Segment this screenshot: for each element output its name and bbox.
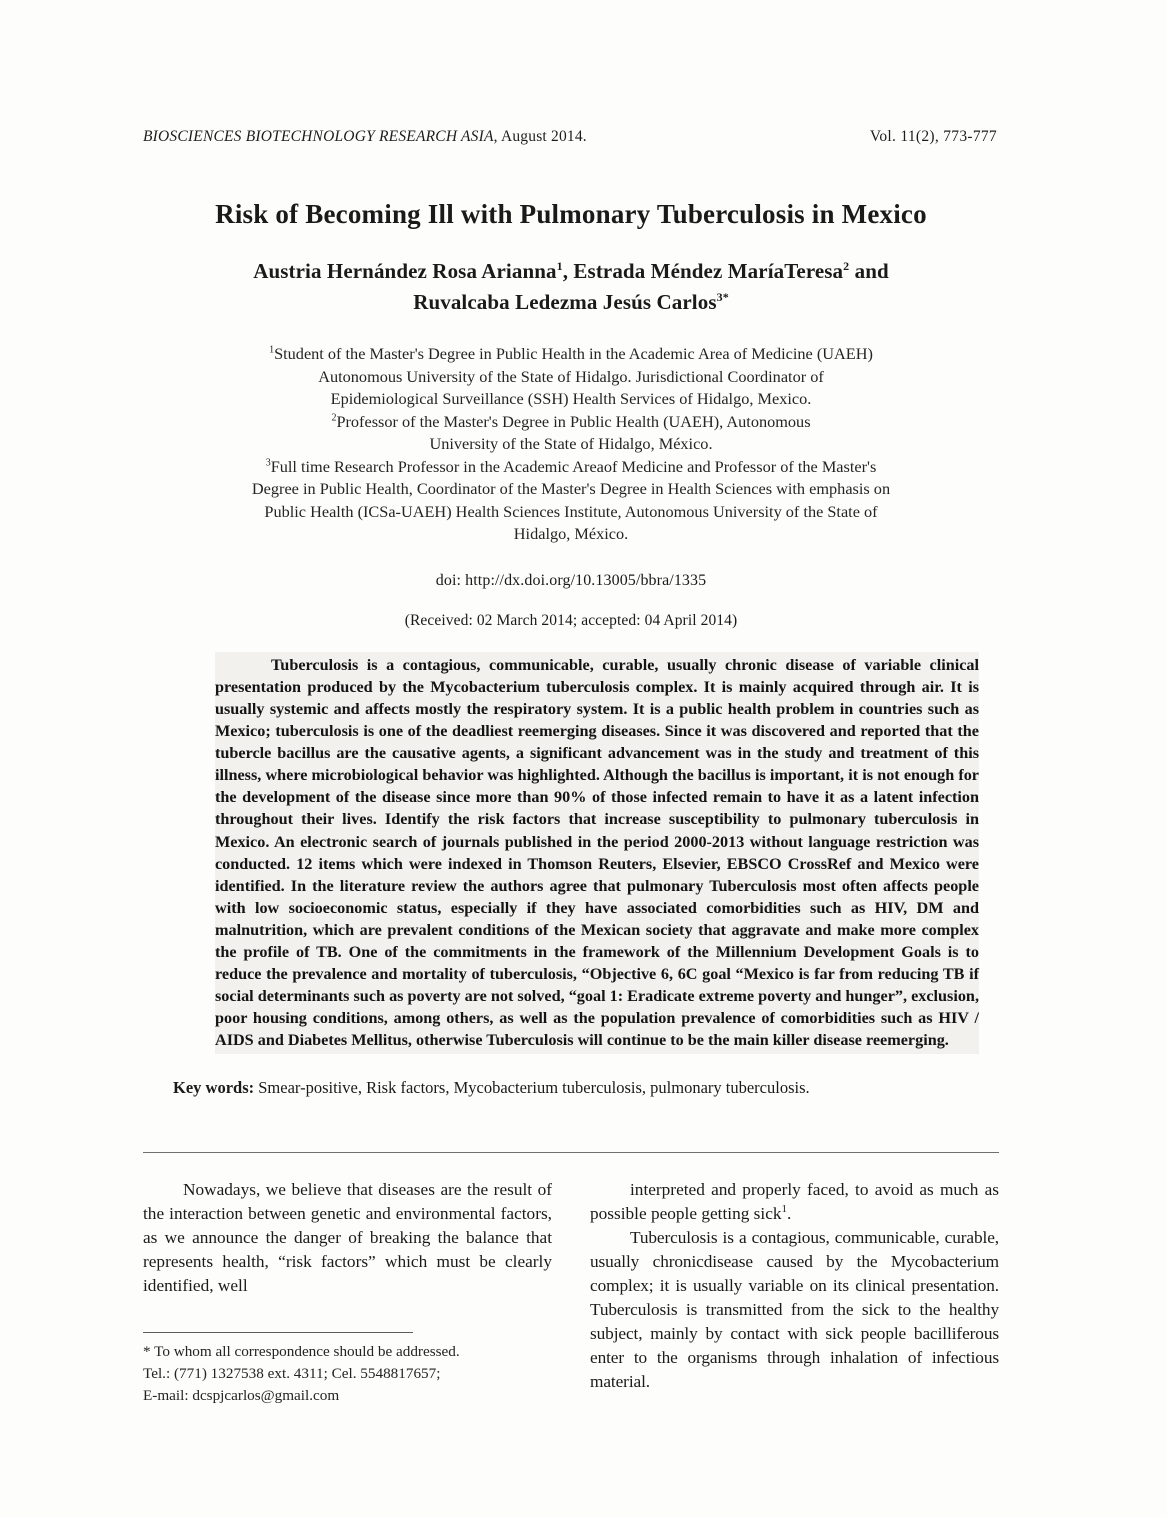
footnote-line-1: * To whom all correspondence should be addressed. [143, 1343, 460, 1360]
footnote-line-2: Tel.: (771) 1327538 ext. 4311; Cel. 5548817657; [143, 1365, 441, 1383]
journal-name: BIOSCIENCES BIOTECHNOLOGY RESEARCH ASIA, August 2014. [143, 128, 587, 145]
doi-link[interactable]: doi: http://dx.doi.org/10.13005/bbra/1335 [435, 571, 707, 589]
running-head [143, 128, 999, 146]
author-2-affil-marker: 2 [843, 259, 850, 274]
affiliation-line-7: Degree in Public Health, Coordinator of the Master's Degree in Health Sciences with emphasis on [251, 479, 891, 499]
affiliation-line-3: Epidemiological Surveillance (SSH) Health Services of Hidalgo, Mexico. [330, 389, 812, 409]
author-3-affil-marker: 3* [716, 289, 729, 304]
citation-ref-1[interactable]: 1 [781, 1203, 788, 1216]
affiliation-line-9: Hidalgo, México. [513, 524, 629, 544]
volume-issue-pages: Vol. 11(2), 773-777 [869, 128, 997, 145]
right-column [590, 1178, 999, 1394]
footnote-rule [143, 1332, 413, 1333]
author-conjunction: and [849, 259, 889, 284]
affil-marker-2: 2 [331, 412, 337, 424]
correspondence-footnote [143, 1341, 563, 1408]
affiliation-line-5: University of the State of Hidalgo, México. [429, 434, 713, 454]
right-column-paragraph-2: Tuberculosis is a contagious, communicable, curable, usually chronicdisease caused by the Mycobacterium complex; it is usually variable on its clinical presentation. Tuberculosis is transmitted from the sick to the healthy subject, mainly by contact with sick people bacilliferous enter to the organisms through inhalation of infectious material. [590, 1227, 999, 1391]
affiliation-line-8: Public Health (ICSa-UAEH) Health Sciences Institute, Autonomous University of the State of [264, 501, 878, 521]
article-content [143, 128, 999, 1099]
affil-marker-3: 3 [265, 457, 271, 469]
received-accepted-dates: (Received: 02 March 2014; accepted: 04 April 2014) [404, 611, 738, 629]
author-list [143, 256, 999, 317]
affiliation-line-6 [143, 456, 999, 478]
affiliation-text-6: Full time Research Professor in the Academic Areaof Medicine and Professor of the Master's [270, 456, 877, 476]
affiliation-line-2: Autonomous University of the State of Hidalgo. Jurisdictional Coordinator of [318, 366, 824, 386]
keywords [173, 1076, 993, 1099]
keywords-text: Smear-positive, Risk factors, Mycobacterium tuberculosis, pulmonary tuberculosis. [254, 1077, 810, 1097]
right-col-p1-period: . [787, 1203, 792, 1223]
page-title: Risk of Becoming Ill with Pulmonary Tuberculosis in Mexico [215, 199, 927, 229]
section-divider [143, 1152, 999, 1153]
author-1-affil-marker: 1 [556, 259, 563, 274]
footnote-line-3[interactable]: E-mail: dcspjcarlos@gmail.com [143, 1387, 340, 1405]
affiliations [143, 343, 999, 545]
abstract-text: Tuberculosis is a contagious, communicable, curable, usually chronic disease of variable clinical presentation produced by the Mycobacterium tuberculosis complex. It is mainly acquired through air. It is usually systemic and affects mostly the respiratory system. It is a public health problem in countries such as Mexico; tuberculosis is one of the deadliest reemerging diseases. Since it was discovered and reported that the tubercle bacillus are the causative agents, a significant advancement was in the study and treatment of this illness, where microbiological behavior was highlighted. Although the bacillus is important, it is not enough for the development of the disease since more than 90% of those infected remain to have it as a latent infection throughout their lives. Identify the risk factors that increase susceptibility to pulmonary tuberculosis in Mexico. An electronic search of journals published in the period 2000-2013 without language restriction was conducted. 12 items which were indexed in Thomson Reuters, Elsevier, EBSCO CrossRef and Mexico were identified. In the literature review the authors agree that pulmonary Tuberculosis most often affects people with low socioeconomic status, especially if they have associated comorbidities such as HIV, DM and malnutrition, which are prevalent conditions of the Mexican society that aggravate and make more complex the profile of TB. One of the commitments in the framework of the Millennium Development Goals is to reduce the prevalence and mortality of tuberculosis, “Objective 6, 6C goal “Mexico is far from reducing TB if social determinants such as poverty are not solved, “goal 1: Eradicate extreme poverty and hunger”, exclusion, poor housing conditions, among others, as well as the population prevalence of comorbidities such as HIV / AIDS and Diabetes Mellitus, otherwise Tuberculosis will continue to be the main killer disease reemerging. [215, 652, 979, 1054]
author-1: Austria Hernández Rosa Arianna [253, 259, 557, 284]
affiliation-text-1: Student of the Master's Degree in Public Health in the Academic Area of Medicine (UAEH) [274, 344, 873, 364]
keywords-label: Key words: [173, 1077, 255, 1097]
author-2: , Estrada Méndez MaríaTeresa [562, 259, 844, 284]
affiliation-text-4: Professor of the Master's Degree in Public Health (UAEH), Autonomous [336, 411, 811, 431]
affil-marker-1: 1 [269, 344, 275, 356]
right-column-paragraph-1 [590, 1178, 999, 1226]
affiliation-line-4 [143, 411, 999, 433]
left-column-paragraph-1: Nowadays, we believe that diseases are the result of the interaction between genetic and environmental factors, as we announce the danger of breaking the balance that represents health, “risk factors” which must be clearly identified, well [143, 1180, 552, 1295]
affiliation-line-1 [143, 343, 999, 365]
right-col-p1-text: interpreted and properly faced, to avoid as much as possible people getting sick [590, 1180, 999, 1223]
author-3: Ruvalcaba Ledezma Jesús Carlos [413, 289, 717, 314]
journal-date: , August 2014. [493, 128, 587, 145]
